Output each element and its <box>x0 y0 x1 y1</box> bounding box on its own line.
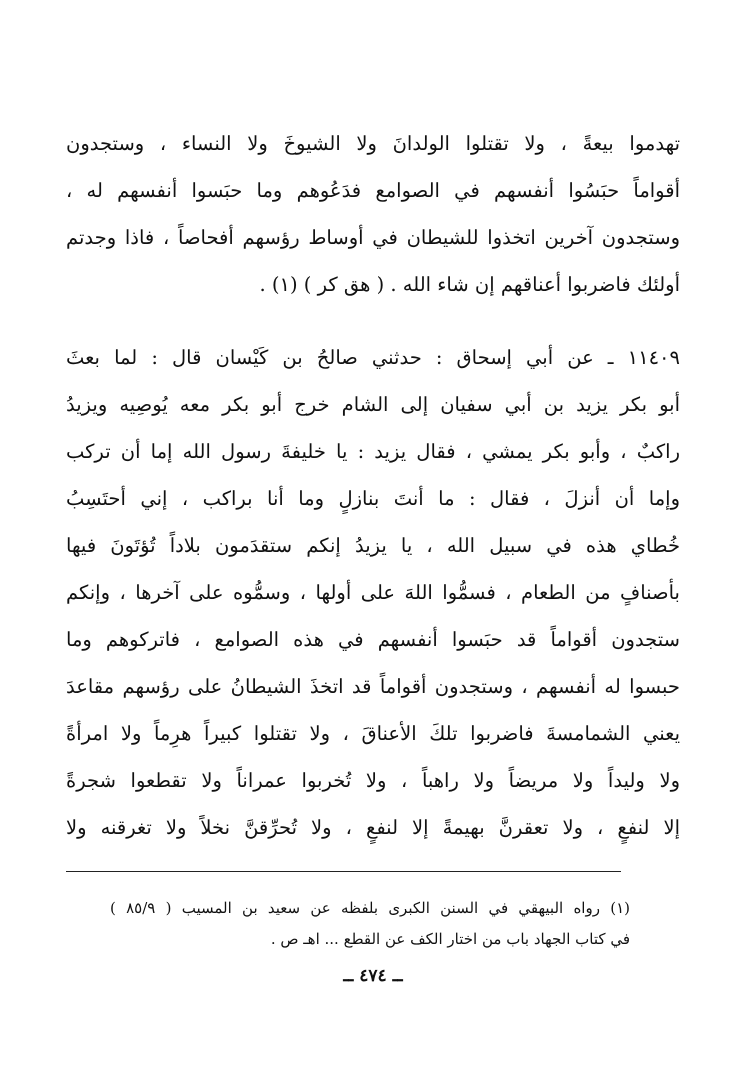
hadith-11409 <box>66 334 680 851</box>
text-line: ستجدون أقواماً قد حبَسوا أنفسهم في هذه الصوامع ، فاتركوهم وما <box>66 628 680 651</box>
text-line: بأصنافٍ من الطعام ، فسمُّوا اللهَ على أولها ، وسمُّوه على آخرها ، وإنكم <box>66 581 680 604</box>
text-line: ولا وليداً ولا مريضاً ولا راهباً ، ولا تُخربوا عمراناً ولا تقطعوا شجرةً <box>66 769 680 792</box>
footnote-line: في كتاب الجهاد باب من اختار الكف عن القطع ... اهـ ص . <box>270 930 630 948</box>
text-line: أقواماً حبَسُوا أنفسهم في الصوامع فدَعُوهم وما حبَسوا أنفسهم له ، <box>66 179 680 202</box>
footnote-line: (١) رواه البيهقي في السنن الكبرى بلفظه عن سعيد بن المسيب ( ٨٥/٩ ) <box>110 899 630 917</box>
footnotes <box>110 893 630 955</box>
text-line: أولئك فاضربوا أعناقهم إن شاء الله . ( هق كر ) (١) . <box>259 273 680 296</box>
text-line: أبو بكر يزيد بن أبي سفيان إلى الشام خرج أبو بكر معه يُوصِيه ويزيدُ <box>66 393 680 416</box>
text-line: تهدموا بيعةً ، ولا تقتلوا الولدانَ ولا الشيوخَ ولا النساء ، وستجدون <box>66 132 680 155</box>
text-line: راكبٌ ، وأبو بكر يمشي ، فقال يزيد : يا خليفةَ رسول الله إما أن تركب <box>66 440 680 463</box>
text-line: وإما أن أنزلَ ، فقال : ما أنتَ بنازلٍ وما أنا براكب ، إني أحتَسِبُ <box>66 487 680 510</box>
text-line: يعني الشمامسةَ فاضربوا تلكَ الأعناقَ ، ولا تقتلوا كبيراً هرِماً ولا امرأةً <box>66 722 680 745</box>
paragraph-continuation <box>66 120 680 308</box>
text-line: وستجدون آخرين اتخذوا للشيطان في أوساط رؤسهم أفحاصاً ، فاذا وجدتم <box>66 226 680 249</box>
footnote-divider <box>66 871 621 872</box>
text-line: ١١٤٠٩ ـ عن أبي إسحاق : حدثني صالحُ بن كَيْسان قال : لما بعثَ <box>66 346 680 369</box>
text-line: إلا لنفعٍ ، ولا تعقرنَّ بهيمةً إلا لنفعٍ ، ولا تُحرِّقنَّ نخلاً ولا تغرقنه ولا <box>66 816 680 839</box>
page-number: ــ ٤٧٤ ــ <box>343 966 403 986</box>
text-line: حبسوا له أنفسهم ، وستجدون أقواماً قد اتخذَ الشيطانُ على رؤسهم مقاعدَ <box>66 675 680 698</box>
text-line: خُطاي هذه في سبيل الله ، يا يزيدُ إنكم ستقدَمون بلاداً تُؤتَونَ فيها <box>66 534 680 557</box>
